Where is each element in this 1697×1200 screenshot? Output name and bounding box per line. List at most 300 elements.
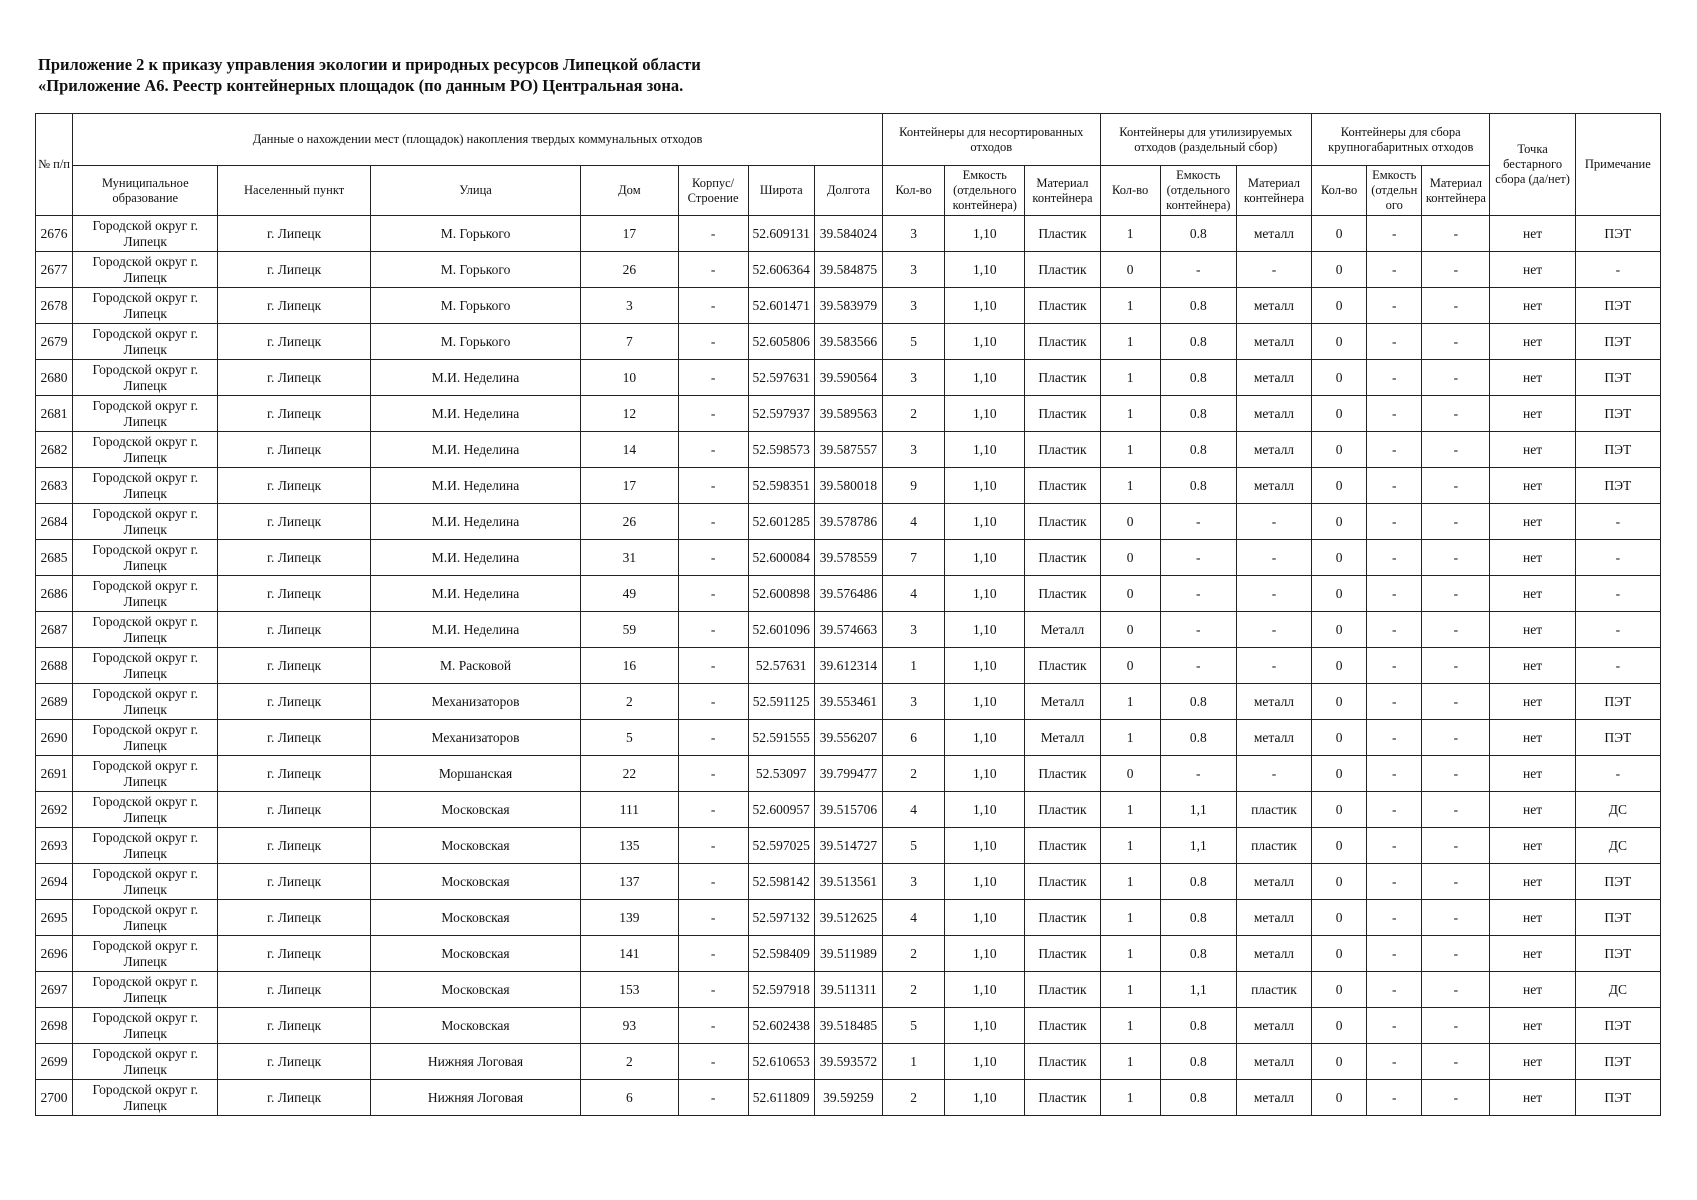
cell-municipality: Городской округ г. Липецк (73, 900, 218, 936)
cell-count-bulky: 0 (1312, 756, 1367, 792)
cell-lon: 39.576486 (814, 576, 882, 612)
cell-material-recycle: металл (1236, 432, 1311, 468)
cell-material-bulky: - (1422, 288, 1490, 324)
cell-note: ПЭТ (1575, 288, 1660, 324)
cell-num: 2690 (36, 720, 73, 756)
cell-count-bulky: 0 (1312, 504, 1367, 540)
cell-lon: 39.514727 (814, 828, 882, 864)
cell-capacity-bulky: - (1367, 936, 1422, 972)
cell-lat: 52.602438 (748, 1008, 814, 1044)
cell-capacity-bulky: - (1367, 648, 1422, 684)
cell-lat: 52.598573 (748, 432, 814, 468)
cell-note: ДС (1575, 828, 1660, 864)
cell-house: 22 (581, 756, 678, 792)
cell-house: 26 (581, 252, 678, 288)
cell-street: М.И. Неделина (370, 540, 581, 576)
cell-material-bulky: - (1422, 360, 1490, 396)
cell-note: ПЭТ (1575, 1044, 1660, 1080)
cell-street: М.И. Неделина (370, 468, 581, 504)
cell-count-unsorted: 2 (883, 972, 945, 1008)
cell-building: - (678, 972, 748, 1008)
cell-lon: 39.584024 (814, 216, 882, 252)
cell-settlement: г. Липецк (218, 792, 370, 828)
cell-count-unsorted: 5 (883, 324, 945, 360)
cell-capacity-recycle: 1,1 (1160, 792, 1236, 828)
cell-capacity-unsorted: 1,10 (945, 612, 1025, 648)
table-row (36, 936, 1661, 972)
cell-note: ПЭТ (1575, 900, 1660, 936)
header-num: № п/п (36, 114, 73, 216)
cell-capacity-unsorted: 1,10 (945, 468, 1025, 504)
table-row (36, 288, 1661, 324)
cell-settlement: г. Липецк (218, 1044, 370, 1080)
cell-material-recycle: - (1236, 648, 1311, 684)
cell-capacity-recycle: 1,1 (1160, 972, 1236, 1008)
cell-municipality: Городской округ г. Липецк (73, 684, 218, 720)
cell-lat: 52.611809 (748, 1080, 814, 1116)
cell-material-unsorted: Пластик (1025, 432, 1100, 468)
cell-capacity-recycle: - (1160, 252, 1236, 288)
cell-capacity-recycle: 0.8 (1160, 900, 1236, 936)
cell-material-bulky: - (1422, 792, 1490, 828)
cell-note: - (1575, 648, 1660, 684)
cell-settlement: г. Липецк (218, 864, 370, 900)
cell-bulk-point: нет (1490, 324, 1575, 360)
cell-material-bulky: - (1422, 972, 1490, 1008)
cell-settlement: г. Липецк (218, 468, 370, 504)
cell-capacity-unsorted: 1,10 (945, 504, 1025, 540)
cell-count-bulky: 0 (1312, 792, 1367, 828)
header-material-recycle: Материал контейнера (1236, 166, 1311, 216)
cell-house: 6 (581, 1080, 678, 1116)
cell-house: 5 (581, 720, 678, 756)
cell-capacity-unsorted: 1,10 (945, 936, 1025, 972)
cell-count-recycle: 1 (1100, 1008, 1160, 1044)
cell-capacity-recycle: 0.8 (1160, 936, 1236, 972)
cell-municipality: Городской округ г. Липецк (73, 720, 218, 756)
cell-lon: 39.512625 (814, 900, 882, 936)
header-count-bulky: Кол-во (1312, 166, 1367, 216)
cell-material-bulky: - (1422, 900, 1490, 936)
header-house: Дом (581, 166, 678, 216)
cell-count-bulky: 0 (1312, 252, 1367, 288)
cell-count-recycle: 1 (1100, 828, 1160, 864)
cell-street: М. Горького (370, 216, 581, 252)
cell-note: ПЭТ (1575, 1080, 1660, 1116)
table-row (36, 828, 1661, 864)
cell-num: 2696 (36, 936, 73, 972)
cell-note: - (1575, 756, 1660, 792)
cell-capacity-recycle: - (1160, 648, 1236, 684)
header-lat: Широта (748, 166, 814, 216)
cell-lon: 39.553461 (814, 684, 882, 720)
cell-bulk-point: нет (1490, 252, 1575, 288)
cell-building: - (678, 864, 748, 900)
cell-count-unsorted: 3 (883, 252, 945, 288)
cell-lat: 52.609131 (748, 216, 814, 252)
cell-material-bulky: - (1422, 648, 1490, 684)
cell-municipality: Городской округ г. Липецк (73, 936, 218, 972)
cell-capacity-bulky: - (1367, 792, 1422, 828)
header-municipality: Муниципальное образование (73, 166, 218, 216)
cell-count-unsorted: 2 (883, 936, 945, 972)
cell-material-bulky: - (1422, 864, 1490, 900)
cell-lat: 52.591555 (748, 720, 814, 756)
cell-street: М. Горького (370, 288, 581, 324)
cell-building: - (678, 324, 748, 360)
cell-bulk-point: нет (1490, 216, 1575, 252)
cell-count-unsorted: 3 (883, 612, 945, 648)
cell-capacity-unsorted: 1,10 (945, 1008, 1025, 1044)
cell-count-unsorted: 2 (883, 756, 945, 792)
cell-material-recycle: металл (1236, 936, 1311, 972)
cell-count-recycle: 1 (1100, 288, 1160, 324)
cell-building: - (678, 396, 748, 432)
cell-capacity-bulky: - (1367, 1044, 1422, 1080)
table-row (36, 576, 1661, 612)
cell-count-unsorted: 2 (883, 1080, 945, 1116)
table-row (36, 468, 1661, 504)
cell-capacity-unsorted: 1,10 (945, 720, 1025, 756)
cell-material-recycle: - (1236, 252, 1311, 288)
cell-material-unsorted: Пластик (1025, 324, 1100, 360)
cell-num: 2679 (36, 324, 73, 360)
cell-count-bulky: 0 (1312, 720, 1367, 756)
cell-lat: 52.597025 (748, 828, 814, 864)
cell-num: 2693 (36, 828, 73, 864)
cell-capacity-recycle: 0.8 (1160, 1044, 1236, 1080)
cell-settlement: г. Липецк (218, 324, 370, 360)
cell-note: - (1575, 504, 1660, 540)
cell-count-recycle: 1 (1100, 864, 1160, 900)
cell-settlement: г. Липецк (218, 720, 370, 756)
cell-house: 17 (581, 216, 678, 252)
cell-count-bulky: 0 (1312, 972, 1367, 1008)
table-row (36, 792, 1661, 828)
cell-lat: 52.601285 (748, 504, 814, 540)
cell-capacity-unsorted: 1,10 (945, 1044, 1025, 1080)
cell-capacity-unsorted: 1,10 (945, 648, 1025, 684)
cell-material-unsorted: Пластик (1025, 792, 1100, 828)
header-group-recycle: Контейнеры для утилизируемых отходов (раздельный сбор) (1100, 114, 1311, 166)
cell-note: - (1575, 612, 1660, 648)
table-row (36, 432, 1661, 468)
cell-building: - (678, 468, 748, 504)
header-group-unsorted: Контейнеры для несортированных отходов (883, 114, 1101, 166)
cell-municipality: Городской округ г. Липецк (73, 540, 218, 576)
cell-lat: 52.605806 (748, 324, 814, 360)
cell-street: М.И. Неделина (370, 612, 581, 648)
cell-count-bulky: 0 (1312, 288, 1367, 324)
cell-count-recycle: 1 (1100, 936, 1160, 972)
cell-material-unsorted: Пластик (1025, 252, 1100, 288)
cell-lon: 39.515706 (814, 792, 882, 828)
cell-capacity-unsorted: 1,10 (945, 792, 1025, 828)
cell-count-bulky: 0 (1312, 576, 1367, 612)
cell-material-unsorted: Пластик (1025, 576, 1100, 612)
cell-municipality: Городской округ г. Липецк (73, 1080, 218, 1116)
cell-municipality: Городской округ г. Липецк (73, 864, 218, 900)
cell-count-recycle: 0 (1100, 504, 1160, 540)
cell-num: 2676 (36, 216, 73, 252)
cell-settlement: г. Липецк (218, 828, 370, 864)
cell-building: - (678, 288, 748, 324)
cell-count-unsorted: 5 (883, 828, 945, 864)
cell-capacity-unsorted: 1,10 (945, 576, 1025, 612)
cell-num: 2681 (36, 396, 73, 432)
cell-building: - (678, 1044, 748, 1080)
cell-note: ДС (1575, 972, 1660, 1008)
cell-capacity-unsorted: 1,10 (945, 972, 1025, 1008)
cell-material-bulky: - (1422, 216, 1490, 252)
cell-house: 3 (581, 288, 678, 324)
header-capacity-unsorted: Емкость (отдельного контейнера) (945, 166, 1025, 216)
cell-material-unsorted: Пластик (1025, 396, 1100, 432)
cell-municipality: Городской округ г. Липецк (73, 756, 218, 792)
cell-settlement: г. Липецк (218, 1080, 370, 1116)
cell-count-recycle: 1 (1100, 972, 1160, 1008)
cell-capacity-recycle: 0.8 (1160, 1008, 1236, 1044)
header-material-bulky: Материал контейнера (1422, 166, 1490, 216)
cell-material-recycle: пластик (1236, 972, 1311, 1008)
cell-material-bulky: - (1422, 720, 1490, 756)
cell-material-recycle: металл (1236, 720, 1311, 756)
cell-count-recycle: 0 (1100, 648, 1160, 684)
cell-house: 16 (581, 648, 678, 684)
table-row (36, 1008, 1661, 1044)
cell-street: М.И. Неделина (370, 432, 581, 468)
cell-material-unsorted: Пластик (1025, 1044, 1100, 1080)
cell-material-recycle: металл (1236, 1044, 1311, 1080)
cell-count-recycle: 1 (1100, 1044, 1160, 1080)
cell-num: 2695 (36, 900, 73, 936)
cell-num: 2688 (36, 648, 73, 684)
cell-material-unsorted: Пластик (1025, 900, 1100, 936)
cell-count-unsorted: 2 (883, 396, 945, 432)
header-bulk-point: Точка бестарного сбора (да/нет) (1490, 114, 1575, 216)
cell-material-unsorted: Пластик (1025, 972, 1100, 1008)
cell-settlement: г. Липецк (218, 972, 370, 1008)
cell-capacity-bulky: - (1367, 612, 1422, 648)
cell-count-bulky: 0 (1312, 1044, 1367, 1080)
cell-capacity-bulky: - (1367, 396, 1422, 432)
cell-house: 17 (581, 468, 678, 504)
cell-note: ПЭТ (1575, 936, 1660, 972)
cell-capacity-unsorted: 1,10 (945, 432, 1025, 468)
cell-bulk-point: нет (1490, 756, 1575, 792)
cell-capacity-recycle: 0.8 (1160, 432, 1236, 468)
cell-bulk-point: нет (1490, 972, 1575, 1008)
cell-lon: 39.574663 (814, 612, 882, 648)
cell-count-recycle: 1 (1100, 900, 1160, 936)
cell-capacity-bulky: - (1367, 900, 1422, 936)
cell-num: 2678 (36, 288, 73, 324)
cell-count-bulky: 0 (1312, 900, 1367, 936)
cell-street: М.И. Неделина (370, 360, 581, 396)
cell-house: 2 (581, 684, 678, 720)
cell-count-bulky: 0 (1312, 468, 1367, 504)
cell-material-bulky: - (1422, 936, 1490, 972)
cell-building: - (678, 612, 748, 648)
cell-num: 2697 (36, 972, 73, 1008)
cell-municipality: Городской округ г. Липецк (73, 288, 218, 324)
cell-house: 49 (581, 576, 678, 612)
cell-material-recycle: металл (1236, 288, 1311, 324)
cell-material-recycle: металл (1236, 1008, 1311, 1044)
cell-settlement: г. Липецк (218, 648, 370, 684)
table-row (36, 720, 1661, 756)
cell-note: ДС (1575, 792, 1660, 828)
cell-bulk-point: нет (1490, 648, 1575, 684)
cell-building: - (678, 720, 748, 756)
cell-lat: 52.597631 (748, 360, 814, 396)
cell-note: ПЭТ (1575, 324, 1660, 360)
cell-street: М.И. Неделина (370, 504, 581, 540)
cell-material-unsorted: Пластик (1025, 504, 1100, 540)
cell-capacity-unsorted: 1,10 (945, 684, 1025, 720)
cell-note: ПЭТ (1575, 864, 1660, 900)
cell-lat: 52.57631 (748, 648, 814, 684)
title-line-1: Приложение 2 к приказу управления экологии и природных ресурсов Липецкой области (38, 55, 701, 74)
cell-material-unsorted: Металл (1025, 720, 1100, 756)
cell-municipality: Городской округ г. Липецк (73, 972, 218, 1008)
cell-lat: 52.600957 (748, 792, 814, 828)
cell-count-recycle: 0 (1100, 612, 1160, 648)
cell-note: - (1575, 540, 1660, 576)
cell-lon: 39.511989 (814, 936, 882, 972)
cell-capacity-bulky: - (1367, 576, 1422, 612)
cell-settlement: г. Липецк (218, 252, 370, 288)
cell-house: 139 (581, 900, 678, 936)
document-title (38, 54, 701, 96)
cell-street: Московская (370, 900, 581, 936)
cell-num: 2680 (36, 360, 73, 396)
cell-lon: 39.589563 (814, 396, 882, 432)
cell-lat: 52.591125 (748, 684, 814, 720)
title-line-2: «Приложение А6. Реестр контейнерных площадок (по данным РО) Центральная зона. (38, 76, 684, 95)
cell-material-bulky: - (1422, 756, 1490, 792)
cell-house: 153 (581, 972, 678, 1008)
cell-capacity-recycle: 0.8 (1160, 864, 1236, 900)
cell-count-bulky: 0 (1312, 648, 1367, 684)
cell-count-unsorted: 3 (883, 216, 945, 252)
cell-material-unsorted: Пластик (1025, 360, 1100, 396)
cell-municipality: Городской округ г. Липецк (73, 576, 218, 612)
cell-count-recycle: 1 (1100, 360, 1160, 396)
cell-lon: 39.587557 (814, 432, 882, 468)
table-row (36, 396, 1661, 432)
cell-material-bulky: - (1422, 504, 1490, 540)
cell-count-recycle: 1 (1100, 216, 1160, 252)
cell-bulk-point: нет (1490, 396, 1575, 432)
cell-lon: 39.590564 (814, 360, 882, 396)
table-header (36, 114, 1661, 216)
cell-municipality: Городской округ г. Липецк (73, 252, 218, 288)
cell-bulk-point: нет (1490, 432, 1575, 468)
cell-note: ПЭТ (1575, 360, 1660, 396)
table-row (36, 972, 1661, 1008)
cell-lon: 39.578786 (814, 504, 882, 540)
cell-capacity-unsorted: 1,10 (945, 216, 1025, 252)
cell-material-bulky: - (1422, 252, 1490, 288)
cell-count-recycle: 1 (1100, 324, 1160, 360)
cell-capacity-recycle: - (1160, 504, 1236, 540)
cell-count-recycle: 1 (1100, 1080, 1160, 1116)
cell-street: Московская (370, 972, 581, 1008)
cell-material-bulky: - (1422, 828, 1490, 864)
cell-material-recycle: металл (1236, 324, 1311, 360)
cell-capacity-unsorted: 1,10 (945, 324, 1025, 360)
cell-house: 12 (581, 396, 678, 432)
cell-material-bulky: - (1422, 1044, 1490, 1080)
cell-capacity-unsorted: 1,10 (945, 828, 1025, 864)
cell-lat: 52.606364 (748, 252, 814, 288)
cell-capacity-unsorted: 1,10 (945, 900, 1025, 936)
header-building: Корпус/ Строение (678, 166, 748, 216)
table-row (36, 900, 1661, 936)
cell-material-unsorted: Пластик (1025, 1080, 1100, 1116)
table-row (36, 252, 1661, 288)
cell-bulk-point: нет (1490, 504, 1575, 540)
cell-building: - (678, 1008, 748, 1044)
cell-count-recycle: 0 (1100, 576, 1160, 612)
cell-count-bulky: 0 (1312, 324, 1367, 360)
cell-building: - (678, 648, 748, 684)
cell-note: ПЭТ (1575, 720, 1660, 756)
cell-bulk-point: нет (1490, 1044, 1575, 1080)
cell-num: 2700 (36, 1080, 73, 1116)
header-street: Улица (370, 166, 581, 216)
cell-municipality: Городской округ г. Липецк (73, 468, 218, 504)
cell-capacity-bulky: - (1367, 360, 1422, 396)
cell-capacity-bulky: - (1367, 504, 1422, 540)
cell-material-bulky: - (1422, 1080, 1490, 1116)
cell-capacity-unsorted: 1,10 (945, 1080, 1025, 1116)
cell-capacity-recycle: 0.8 (1160, 1080, 1236, 1116)
cell-capacity-unsorted: 1,10 (945, 288, 1025, 324)
cell-capacity-recycle: 0.8 (1160, 288, 1236, 324)
cell-capacity-recycle: 0.8 (1160, 360, 1236, 396)
cell-settlement: г. Липецк (218, 504, 370, 540)
cell-material-unsorted: Металл (1025, 612, 1100, 648)
cell-material-unsorted: Пластик (1025, 216, 1100, 252)
header-material-unsorted: Материал контейнера (1025, 166, 1100, 216)
cell-settlement: г. Липецк (218, 684, 370, 720)
cell-lon: 39.593572 (814, 1044, 882, 1080)
cell-capacity-bulky: - (1367, 252, 1422, 288)
cell-municipality: Городской округ г. Липецк (73, 396, 218, 432)
cell-municipality: Городской округ г. Липецк (73, 828, 218, 864)
cell-count-bulky: 0 (1312, 828, 1367, 864)
cell-capacity-recycle: 0.8 (1160, 216, 1236, 252)
cell-settlement: г. Липецк (218, 756, 370, 792)
cell-note: ПЭТ (1575, 396, 1660, 432)
header-capacity-recycle: Емкость (отдельного контейнера) (1160, 166, 1236, 216)
cell-street: М. Горького (370, 252, 581, 288)
cell-building: - (678, 360, 748, 396)
cell-municipality: Городской округ г. Липецк (73, 792, 218, 828)
cell-count-recycle: 0 (1100, 252, 1160, 288)
cell-bulk-point: нет (1490, 864, 1575, 900)
header-settlement: Населенный пункт (218, 166, 370, 216)
cell-bulk-point: нет (1490, 1008, 1575, 1044)
cell-material-recycle: - (1236, 540, 1311, 576)
cell-lat: 52.597937 (748, 396, 814, 432)
cell-count-unsorted: 4 (883, 576, 945, 612)
cell-lat: 52.610653 (748, 1044, 814, 1080)
cell-lon: 39.511311 (814, 972, 882, 1008)
cell-building: - (678, 216, 748, 252)
